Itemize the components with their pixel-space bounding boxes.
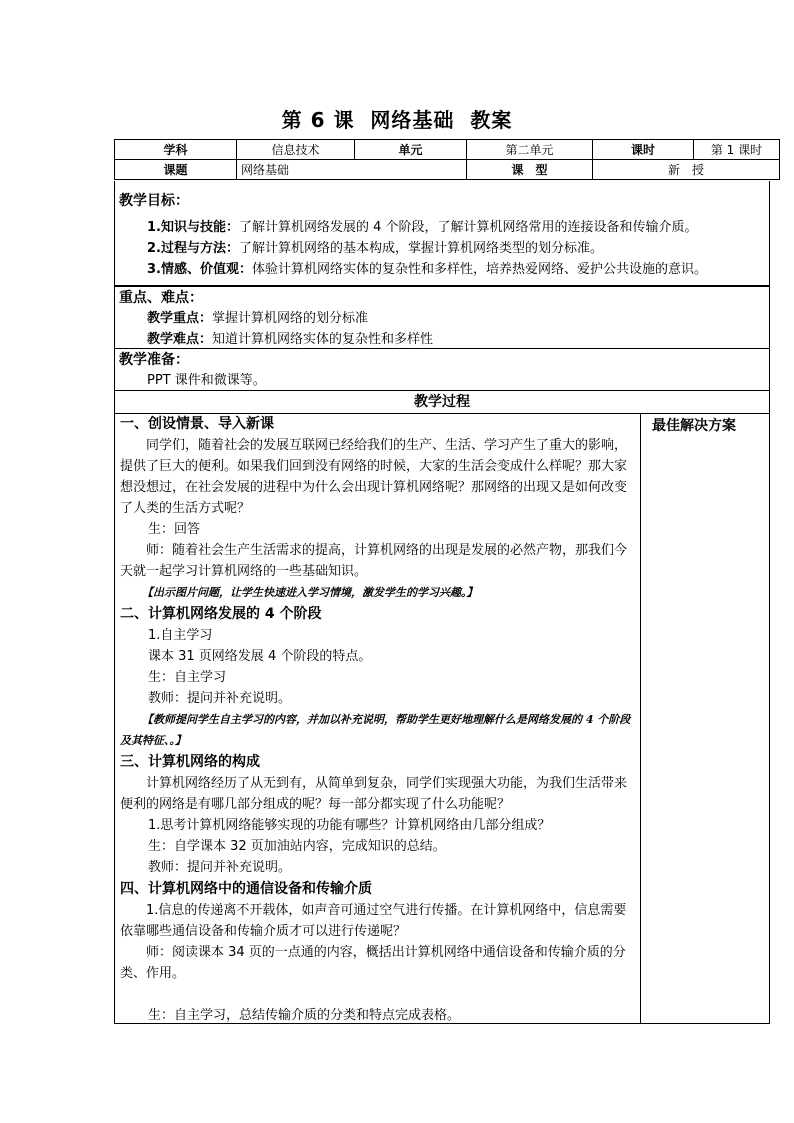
topic-value: 网络基础 bbox=[237, 160, 467, 180]
section-3-teacher: 教师：提问并补充说明。 bbox=[148, 860, 292, 875]
section-3-title: 三、计算机网络的构成 bbox=[120, 754, 260, 770]
header-row-2 bbox=[115, 160, 780, 180]
objective-item: 2.过程与方法：了解计算机网络的基本构成，掌握计算机网络类型的划分标准。 bbox=[147, 241, 603, 256]
section-1-teacher: 师：随着社会生产生活需求的提高，计算机网络的出现是发展的必然产物，那我们今天就一起学习计算机网络的一些基础知识。 bbox=[120, 543, 628, 579]
topic-label: 课题 bbox=[115, 160, 237, 180]
section-2-student: 生：自主学习 bbox=[148, 670, 227, 685]
section-4-title: 四、计算机网络中的通信设备和传输介质 bbox=[120, 881, 372, 897]
blank-line bbox=[120, 984, 636, 1005]
subject-value: 信息技术 bbox=[237, 140, 355, 160]
type-value: 新 授 bbox=[593, 160, 780, 180]
process-heading: 教学过程 bbox=[114, 390, 770, 414]
unit-value: 第二单元 bbox=[467, 140, 593, 160]
focus-line: 教学重点：掌握计算机网络的划分标准 bbox=[147, 311, 369, 326]
header-table bbox=[114, 139, 780, 180]
process-table bbox=[114, 413, 770, 1024]
header-row-1 bbox=[115, 140, 780, 160]
lesson-topic: 网络基础 bbox=[370, 108, 455, 132]
section-4-paragraph: 1.信息的传递离不开载体，如声音可通过空气进行传播。在计算机网络中，信息需要依靠哪些通信设备和传输介质才可以进行传递呢？ bbox=[120, 903, 627, 939]
objective-item: 1.知识与技能：了解计算机网络发展的 4 个阶段，了解计算机网络常用的连接设备和传输介质。 bbox=[147, 220, 698, 235]
section-3-question: 1.思考计算机网络能够实现的功能有哪些？计算机网络由几部分组成？ bbox=[148, 818, 551, 833]
section-4-teacher: 师：阅读课本 34 页的一点通的内容，概括出计算机网络中通信设备和传输介质的分类、作用。 bbox=[120, 945, 626, 981]
section-1-title: 一、创设情景、导入新课 bbox=[120, 416, 274, 432]
section-2-title: 二、计算机网络发展的 4 个阶段 bbox=[120, 606, 322, 622]
section-1-note: 【出示图片问题，让学生快速进入学习情境，激发学生的学习兴趣。】 bbox=[142, 586, 478, 599]
section-2-teacher: 教师：提问并补充说明。 bbox=[148, 691, 292, 706]
lesson-number: 第 6 课 bbox=[281, 108, 355, 132]
keypoints-section bbox=[114, 286, 770, 349]
best-solution-column bbox=[642, 413, 769, 437]
section-2-note: 【教师提问学生自主学习的内容，并加以补充说明，帮助学生更好地理解什么是网络发展的 4 个阶段及其特征、。】 bbox=[120, 713, 631, 747]
section-2-text: 课本 31 页网络发展 4 个阶段的特点。 bbox=[148, 649, 372, 664]
prep-heading: 教学准备： bbox=[119, 352, 189, 368]
period-label: 课时 bbox=[593, 140, 694, 160]
section-3-student: 生：自学课本 32 页加油站内容，完成知识的总结。 bbox=[148, 839, 446, 854]
difficulty-line: 教学难点：知道计算机网络实体的复杂性和多样性 bbox=[147, 332, 434, 347]
section-3-paragraph: 计算机网络经历了从无到有，从简单到复杂，同学们实现强大功能，为我们生活带来便利的网络是有哪几部分组成的呢？每一部分都实现了什么功能呢？ bbox=[120, 776, 628, 812]
subject-label: 学科 bbox=[115, 140, 237, 160]
section-4-student: 生：自主学习，总结传输介质的分类和特点完成表格。 bbox=[148, 1008, 461, 1023]
objectives-heading: 教学目标： bbox=[119, 193, 189, 209]
section-1-student: 生：回答 bbox=[148, 522, 201, 537]
title-suffix: 教案 bbox=[470, 108, 513, 132]
keypoints-heading: 重点、难点： bbox=[119, 290, 203, 306]
page-title bbox=[0, 104, 794, 133]
process-content bbox=[115, 413, 641, 1023]
objective-item: 3.情感、价值观：体验计算机网络实体的复杂性和多样性，培养热爱网络、爱护公共设施的意识。 bbox=[147, 262, 707, 277]
unit-label: 单元 bbox=[355, 140, 467, 160]
section-2-item: 1.自主学习 bbox=[148, 628, 213, 643]
period-value: 第 1 课时 bbox=[694, 140, 780, 160]
best-solution-heading: 最佳解决方案 bbox=[652, 418, 736, 434]
type-label: 课 型 bbox=[467, 160, 593, 180]
section-1-paragraph: 同学们，随着社会的发展互联网已经给我们的生产、生活、学习产生了重大的影响，提供了巨大的便利。如果我们回到没有网络的时候，大家的生活会变成什么样呢？那大家想没想过，在社会发展的进程中为什么会出现计算机网络呢？那网络的出现又是如何改变了人类的生活方式呢？ bbox=[120, 438, 628, 516]
prep-text: PPT 课件和微课等。 bbox=[147, 373, 266, 388]
objectives-section bbox=[114, 181, 770, 286]
prep-section bbox=[114, 348, 770, 391]
